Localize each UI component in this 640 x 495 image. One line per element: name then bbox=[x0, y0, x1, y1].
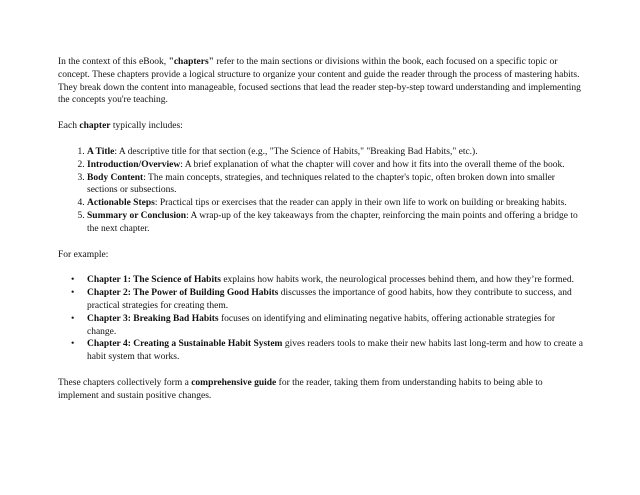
list-item bbox=[87, 210, 584, 236]
each-chapter-paragraph bbox=[58, 120, 584, 133]
example-chapter-text: explains how habits work, the neurological processes behind them, and how they’re formed. bbox=[220, 275, 574, 286]
closing-text-1: These chapters collectively form a bbox=[58, 377, 192, 388]
list-item-text: : Practical tips or exercises that the reader can apply in their own life to work on building or breaking habits. bbox=[154, 198, 567, 209]
example-chapter-title: Chapter 1: The Science of Habits bbox=[87, 275, 221, 286]
list-item-title: Actionable Steps bbox=[87, 198, 155, 209]
list-item-text: : A descriptive title for that section (e.g., "The Science of Habits," "Breaking Bad Habits," etc.). bbox=[114, 146, 478, 157]
closing-text-2: for the reader, taking them from understanding habits to being able to implement and sustain positive changes. bbox=[58, 377, 543, 401]
each-text-2: typically includes: bbox=[110, 121, 183, 132]
list-item-title: Body Content bbox=[87, 172, 144, 183]
intro-paragraph bbox=[58, 56, 584, 107]
list-item bbox=[87, 274, 584, 287]
list-item-title: Summary or Conclusion bbox=[87, 210, 187, 221]
list-item-text: : A wrap-up of the key takeaways from the chapter, reinforcing the main points and offering a bridge to the next chapter. bbox=[87, 210, 578, 234]
each-bold-chapter: chapter bbox=[79, 121, 111, 132]
example-chapter-title: Chapter 4: Creating a Sustainable Habit System bbox=[87, 339, 283, 350]
list-item bbox=[87, 172, 584, 198]
intro-text-1: In the context of this eBook, bbox=[58, 57, 169, 67]
example-chapter-text: gives readers tools to make their new habits last long-term and how to create a habit system that works. bbox=[87, 339, 583, 363]
example-chapter-title: Chapter 3: Breaking Bad Habits bbox=[87, 313, 219, 324]
list-item bbox=[87, 159, 584, 172]
closing-paragraph bbox=[58, 377, 584, 403]
list-item bbox=[87, 313, 584, 339]
document-page bbox=[58, 56, 584, 403]
example-chapter-text: discusses the importance of good habits, how they contribute to success, and practical strategies for creating them. bbox=[87, 288, 572, 311]
list-item-title: A Title bbox=[87, 146, 115, 157]
list-item bbox=[87, 338, 584, 364]
list-item bbox=[87, 197, 584, 210]
list-item-text: : A brief explanation of what the chapter will cover and how it fits into the overall theme of the book. bbox=[180, 159, 565, 170]
list-item-text: : The main concepts, strategies, and techniques related to the chapter's topic, often broken down into smaller sections or subsections. bbox=[87, 172, 555, 196]
example-chapter-text: focuses on identifying and eliminating negative habits, offering actionable strategies for change. bbox=[87, 313, 556, 337]
intro-text-2: refer to the main sections or divisions within the book, each focused on a specific topic or concept. These chapters provide a logical structure to organize your content and guide the reader through the process of mastering habits. They break down the content into manageable, focused sections that lead the reader step-by-step toward understanding and implementing the concepts you're teaching. bbox=[58, 57, 581, 106]
chapter-components-list bbox=[58, 146, 584, 236]
list-item-title: Introduction/Overview bbox=[87, 159, 181, 170]
for-example-label: For example: bbox=[58, 249, 109, 260]
list-item bbox=[87, 146, 584, 159]
closing-bold-guide: comprehensive guide bbox=[191, 377, 277, 388]
intro-bold-chapters: "chapters" bbox=[168, 57, 214, 67]
example-chapter-title: Chapter 2: The Power of Building Good Habits bbox=[87, 288, 279, 299]
list-item bbox=[87, 287, 584, 313]
each-text-1: Each bbox=[58, 121, 80, 132]
example-chapters-list bbox=[58, 274, 584, 364]
